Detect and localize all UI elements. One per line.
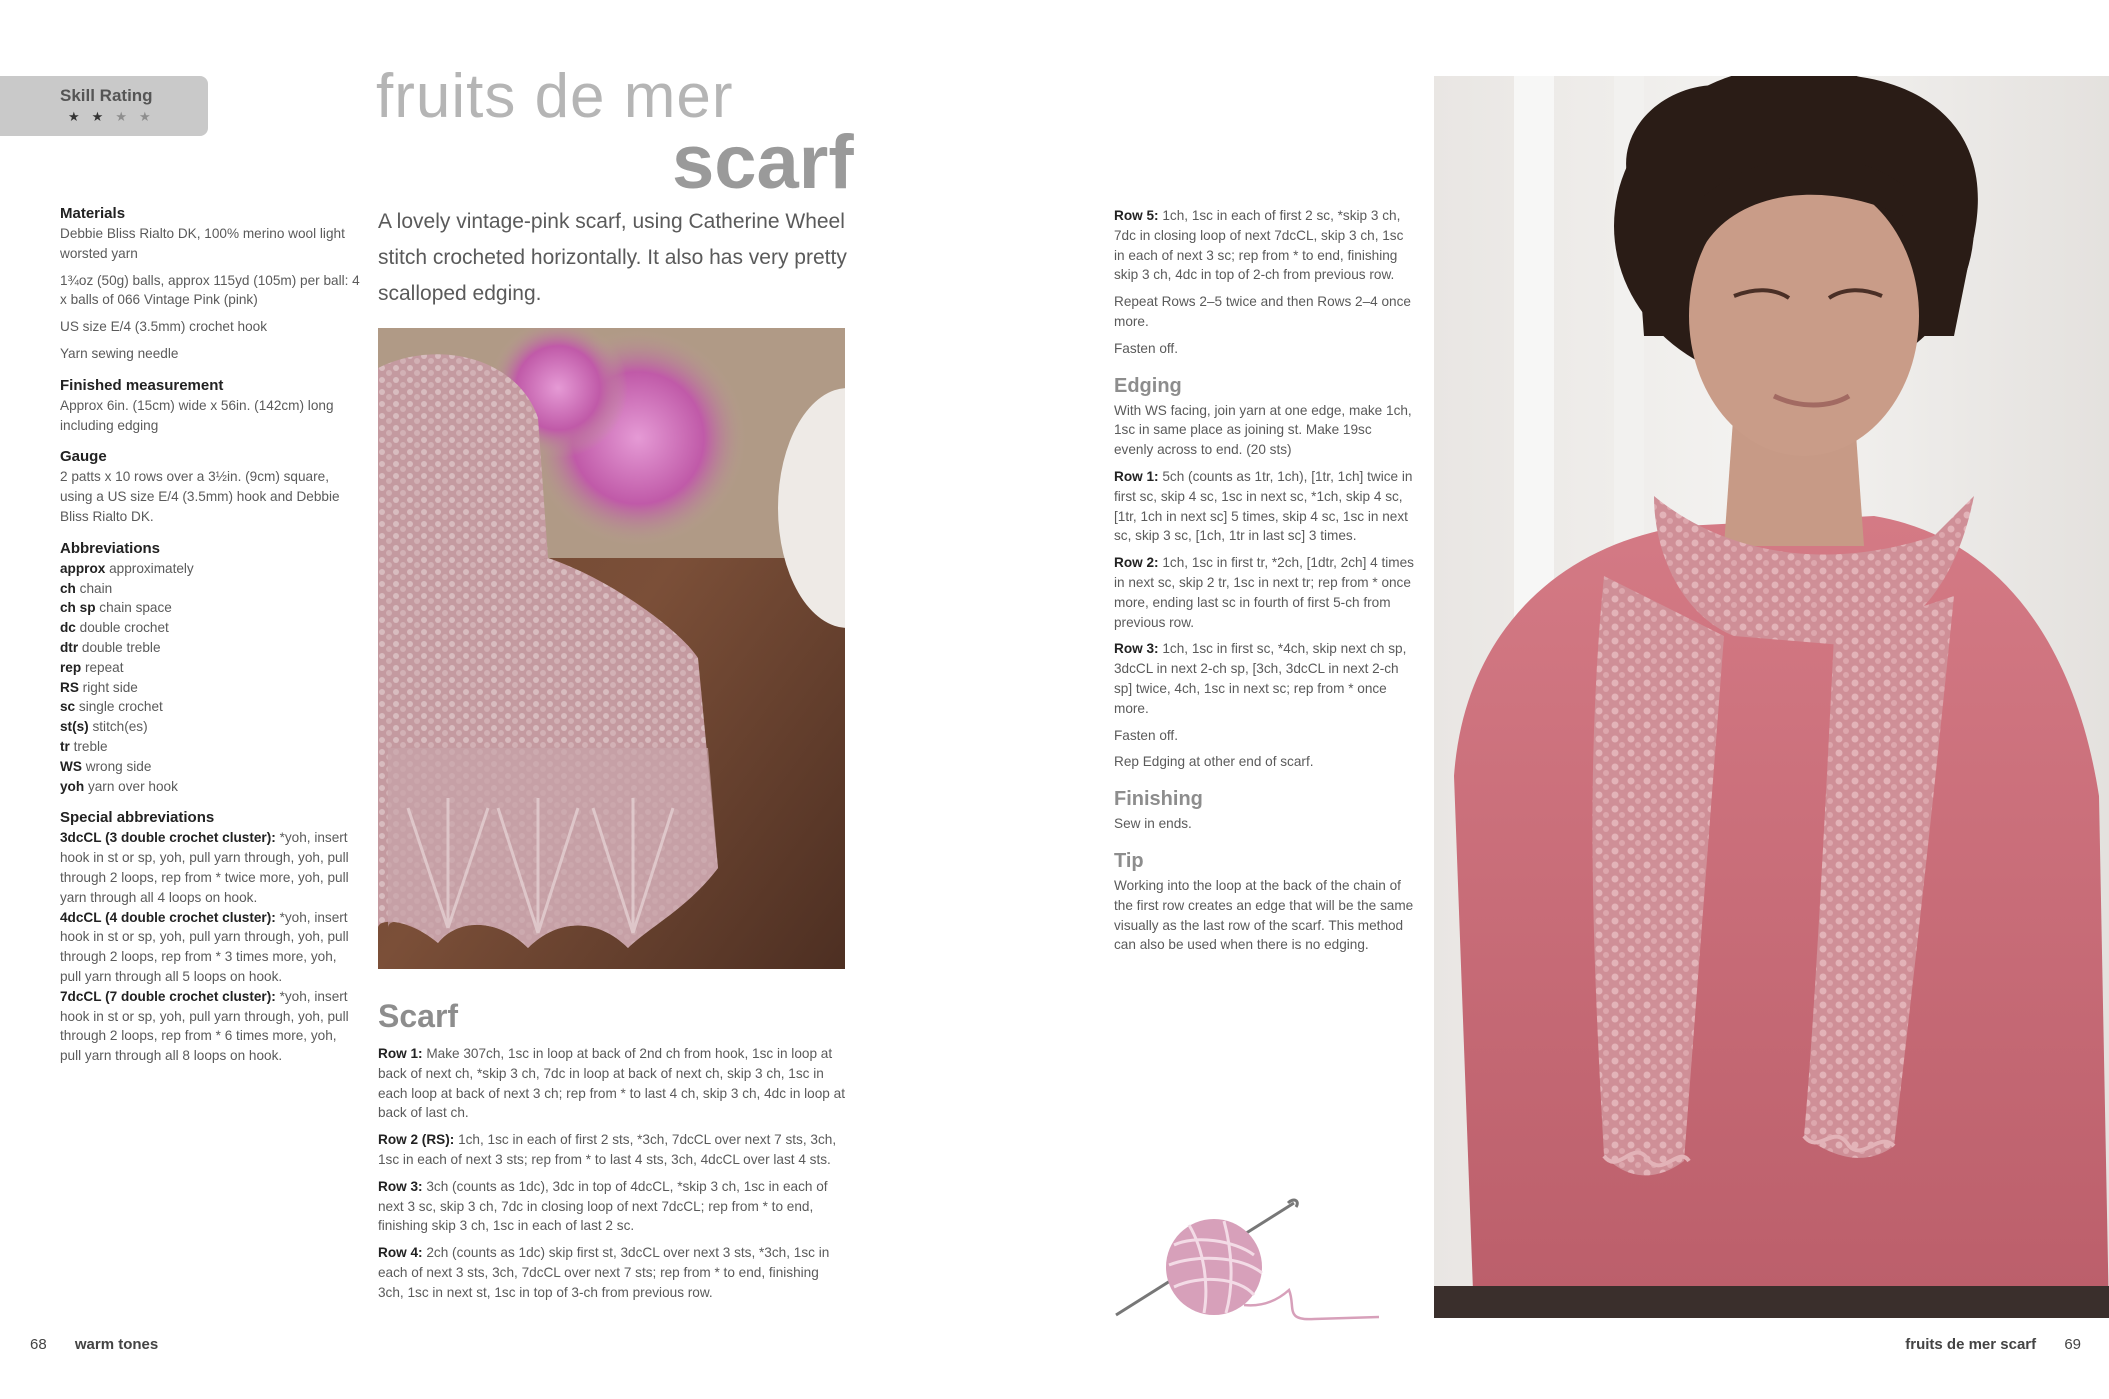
special-abbreviation-item: 7dcCL (7 double crochet cluster): *yoh, insert hook in st or sp, yoh, pull yarn through, yoh, pull through 2 loops, rep from * 6 times more, yoh, pull yarn through all 8 loops on hook. (60, 988, 349, 1064)
edging-row: Row 2: 1ch, 1sc in first tr, *2ch, [1dtr, 2ch] 4 times in next sc, skip 2 tr, 1sc in next tr; rep from * once more, ending last sc in fourth of first 5-ch from previous row. (1114, 555, 1414, 630)
materials-section (60, 204, 360, 364)
abbreviation-item: RS right side (60, 679, 138, 695)
scarf-row: Row 1: Make 307ch, 1sc in loop at back of 2nd ch from hook, 1sc in loop at back of next ch, *skip 3 ch, 7dc in loop at back of next ch, skip 3 ch, 1sc in each loop at back of next 3 ch; rep from * to last 4 ch, skip 3 ch, 4dc in loop at back of last ch. (378, 1046, 845, 1121)
tip-text: Working into the loop at the back of the chain of the first row creates an edge that will be the same visually as the last row of the scarf. This method can also be used when there is no edging. (1114, 877, 1414, 953)
section-name-right: fruits de mer scarf (1905, 1336, 2037, 1353)
special-abbreviation-item: 3dcCL (3 double crochet cluster): *yoh, insert hook in st or sp, yoh, pull yarn through, yoh, pull through 2 loops, rep from * twice more, yoh, pull yarn through all 4 loops on hook. (60, 830, 349, 905)
star-icon: ★ (115, 109, 139, 124)
tip-heading: Tip (1114, 849, 1144, 872)
scarf-row: Row 3: 3ch (counts as 1dc), 3dc in top of 4dcCL, *skip 3 ch, 1sc in each of next 3 sc, skip 3 ch, 7dc in closing loop of next 7dcCL; rep from * to end, finishing skip 3 ch, 1sc in each of last 2 sc. (378, 1178, 828, 1234)
skill-rating-tab (0, 76, 208, 136)
scarf-row: Row 4: 2ch (counts as 1dc) skip first st, 3dcCL over next 3 sts, *3ch, 1sc in each of next 3 sts, 3ch, 7dcCL over next 7 sts; rep from * to end, finishing 3ch, 1sc in next st, 1sc in top of 3-ch from previous row. (378, 1245, 830, 1300)
yarn-ball-icon (1114, 1195, 1384, 1325)
title-line-2: scarf (672, 120, 854, 205)
abbreviations-section (60, 539, 360, 797)
scarf-instructions (378, 1044, 848, 1310)
abbreviation-item: rep repeat (60, 659, 124, 675)
skill-rating-label: Skill Rating (60, 86, 153, 105)
skill-stars (68, 109, 163, 125)
special-abbreviations-section (60, 808, 360, 1066)
instructions-right-column (1114, 206, 1414, 962)
materials-line: US size E/4 (3.5mm) crochet hook (60, 319, 267, 335)
section-name-left: warm tones (74, 1336, 159, 1353)
abbreviation-item: dtr double treble (60, 639, 161, 655)
finished-text: Approx 6in. (15cm) wide x 56in. (142cm) long including edging (60, 397, 334, 433)
star-icon: ★ (138, 109, 163, 124)
materials-column (60, 204, 360, 1078)
scarf-row-5: Row 5: 1ch, 1sc in each of first 2 sc, *skip 3 ch, 7dc in closing loop of next 7dcCL, skip 3 ch, 1sc in each of next 3 sc; rep from * to end, finishing skip 3 ch, 4dc in top of 2-ch from previous row. (1114, 208, 1404, 283)
scarf-detail-illustration (378, 328, 845, 969)
rep-edging-text: Rep Edging at other end of scarf. (1114, 754, 1314, 770)
abbreviation-item: yoh yarn over hook (60, 778, 178, 794)
gauge-text: 2 patts x 10 rows over a 3½in. (9cm) square, using a US size E/4 (3.5mm) hook and Debbie Bliss Rialto DK. (60, 469, 340, 524)
edging-row: Row 3: 1ch, 1sc in first sc, *4ch, skip next ch sp, 3dcCL in next 2-ch sp, [3ch, 3dcCL in next 2-ch sp] twice, 4ch, 1sc in next sc; rep from * once more. (1114, 641, 1407, 716)
edging-row: Row 1: 5ch (counts as 1tr, 1ch), [1tr, 1ch] twice in first sc, skip 4 sc, 1sc in next sc, *1ch, skip 4 sc, [1tr, 1ch in next sc] 5 times, skip 4 sc, 1sc in next sc, skip 3 sc, [1ch, 1tr in last sc] 3 times. (1114, 468, 1413, 544)
edging-heading: Edging (1114, 374, 1182, 397)
edging-intro: With WS facing, join yarn at one edge, make 1ch, 1sc in same place as joining st. Make 19sc evenly across to end. (20 sts) (1114, 402, 1412, 458)
materials-line: Yarn sewing needle (60, 345, 179, 361)
special-abbreviation-item: 4dcCL (4 double crochet cluster): *yoh, insert hook in st or sp, yoh, pull yarn through, yoh, pull through 2 loops, rep from * 3 times more, yoh, pull yarn through all 5 loops on hook. (60, 909, 349, 984)
special-abbreviations-heading: Special abbreviations (60, 809, 215, 827)
abbreviation-item: sc single crochet (60, 699, 163, 715)
model-photo (1434, 76, 2109, 1318)
page-number-left: 68 (30, 1336, 47, 1353)
abbreviation-item: ch chain (60, 580, 113, 596)
footer-right (1905, 1336, 2081, 1353)
repeat-text: Repeat Rows 2–5 twice and then Rows 2–4 once more. (1114, 294, 1411, 329)
gauge-section (60, 447, 360, 526)
materials-heading: Materials (60, 205, 126, 222)
scarf-detail-photo (378, 328, 845, 969)
abbreviation-item: st(s) stitch(es) (60, 719, 148, 735)
star-icon: ★ (68, 109, 92, 124)
page-number-right: 69 (2064, 1336, 2081, 1353)
fasten-off-text: Fasten off. (1114, 727, 1178, 743)
materials-line: 1¾oz (50g) balls, approx 115yd (105m) per ball: 4 x balls of 066 Vintage Pink (pink) (60, 272, 360, 308)
abbreviation-item: approx approximately (60, 560, 194, 576)
finishing-text: Sew in ends. (1114, 816, 1192, 832)
finished-section (60, 376, 360, 436)
abbreviation-item: WS wrong side (60, 758, 152, 774)
finishing-heading: Finishing (1114, 788, 1203, 811)
star-icon: ★ (91, 109, 116, 124)
abbreviation-item: dc double crochet (60, 620, 169, 636)
fasten-off-text: Fasten off. (1114, 340, 1178, 356)
footer-left (30, 1336, 158, 1353)
intro-text: A lovely vintage-pink scarf, using Catherine Wheel stitch crocheted horizontally. It also has very pretty scalloped edging. (378, 210, 847, 305)
gauge-heading: Gauge (60, 448, 107, 466)
abbreviation-item: tr treble (60, 738, 108, 754)
scarf-row: Row 2 (RS): 1ch, 1sc in each of first 2 sts, *3ch, 7dcCL over next 7 sts, 3ch, 1sc in each of next 3 sts; rep from * to last 4 sts, 3ch, 4dcCL over last 4 sts. (378, 1132, 837, 1167)
finished-heading: Finished measurement (60, 376, 224, 394)
abbreviation-item: ch sp chain space (60, 600, 172, 616)
abbreviations-heading: Abbreviations (60, 539, 161, 557)
materials-line: Debbie Bliss Rialto DK, 100% merino wool light worsted yarn (60, 226, 345, 261)
scarf-heading: Scarf (378, 998, 459, 1034)
model-illustration (1434, 76, 2109, 1318)
title-line-1: fruits de mer (376, 62, 734, 131)
